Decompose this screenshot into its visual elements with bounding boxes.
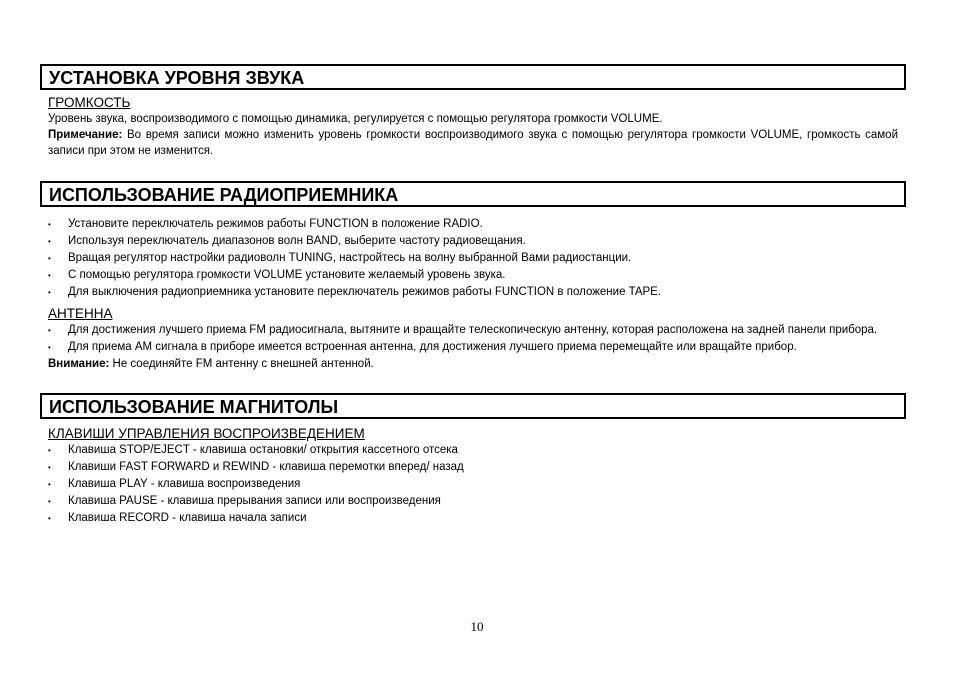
section-volume	[40, 64, 906, 159]
manual-page	[40, 64, 906, 527]
list-item: • Клавиша PLAY - клавиша воспроизведения	[48, 476, 898, 492]
section-title-radio: ИСПОЛЬЗОВАНИЕ РАДИОПРИЕМНИКА	[40, 181, 906, 207]
section-tape	[40, 393, 906, 526]
page-number: 10	[470, 619, 484, 634]
list-item: • Для приема АМ сигнала в приборе имеется встроенная антенна, для достижения лучшего приема перемещайте или вращайте прибор.	[48, 339, 898, 355]
note-text: Во время записи можно изменить уровень громкости воспроизводимого звука с помощью регулятора громкости VOLUME, громкость самой записи при этом не изменится.	[48, 129, 898, 157]
list-item: • Клавиши FAST FORWARD и REWIND - клавиша перемотки вперед/ назад	[48, 459, 898, 475]
list-item: • Для выключения радиоприемника установите переключатель режимов работы FUNCTION в положение TAPE.	[48, 284, 898, 300]
list-item: • Установите переключатель режимов работы FUNCTION в положение RADIO.	[48, 216, 898, 232]
list-item: • Клавиша STOP/EJECT - клавиша остановки/ открытия кассетного отсека	[48, 442, 898, 458]
volume-note	[40, 127, 906, 159]
subheading-antenna: АНТЕННА	[48, 306, 113, 321]
antenna-warning	[40, 356, 906, 372]
note-label: Примечание:	[48, 129, 123, 141]
section-radio	[40, 181, 906, 372]
antenna-bullet-list	[40, 322, 906, 355]
subheading-playback-keys: КЛАВИШИ УПРАВЛЕНИЯ ВОСПРОИЗВЕДЕНИЕМ	[48, 426, 365, 441]
subheading-volume: ГРОМКОСТЬ	[48, 95, 131, 110]
list-item: • Для достижения лучшего приема FM радиосигнала, вытяните и вращайте телескопическую антенну, которая расположена на задней панели прибора.	[48, 322, 898, 338]
tape-bullet-list	[40, 442, 906, 526]
list-item: • С помощью регулятора громкости VOLUME установите желаемый уровень звука.	[48, 267, 898, 283]
radio-bullet-list	[40, 216, 906, 300]
warning-text: Не соединяйте FM антенну с внешней антенной.	[109, 358, 374, 370]
list-item: • Клавиша RECORD - клавиша начала записи	[48, 510, 898, 526]
section-title-volume: УСТАНОВКА УРОВНЯ ЗВУКА	[40, 64, 906, 90]
list-item: • Вращая регулятор настройки радиоволн TUNING, настройтесь на волну выбранной Вами радиостанции.	[48, 250, 898, 266]
list-item: • Используя переключатель диапазонов волн BAND, выберите частоту радиовещания.	[48, 233, 898, 249]
list-item: • Клавиша PAUSE - клавиша прерывания записи или воспроизведения	[48, 493, 898, 509]
warning-label: Внимание:	[48, 358, 110, 370]
volume-paragraph: Уровень звука, воспроизводимого с помощью динамика, регулируется с помощью регулятора громкости VOLUME.	[48, 113, 663, 125]
section-title-tape: ИСПОЛЬЗОВАНИЕ МАГНИТОЛЫ	[40, 393, 906, 419]
